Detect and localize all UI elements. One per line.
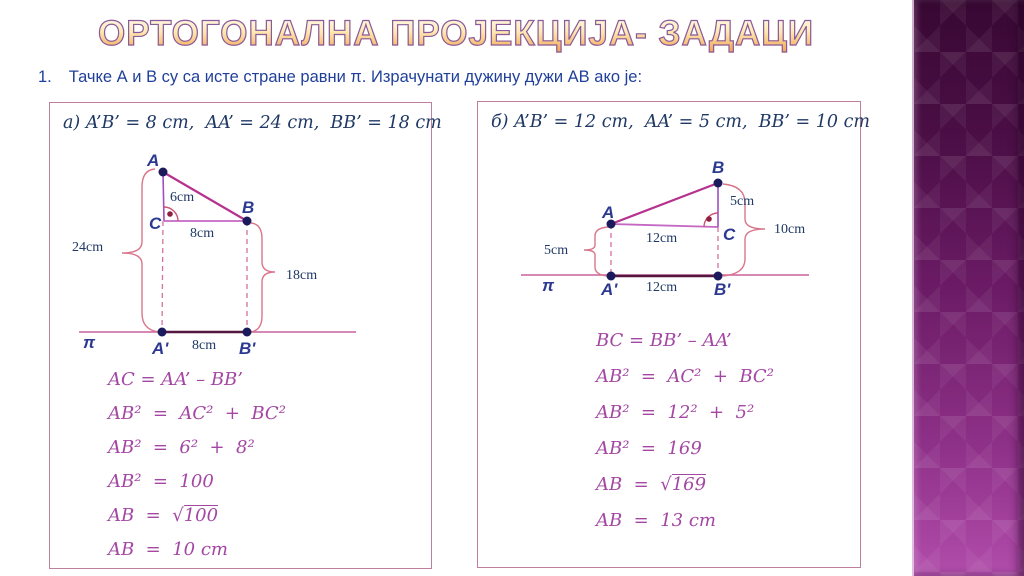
problem-text: Тачке А и В су са исте стране равни π. Израчунати дужину дужи АВ ако је:: [68, 68, 643, 86]
equation: AB² = AC² + BC²: [596, 366, 774, 387]
label-pi: π: [542, 276, 555, 295]
label-b: B: [242, 198, 255, 217]
point-b: [714, 179, 723, 188]
equation: AB² = 12² + 5²: [596, 402, 755, 423]
panel-a: [49, 102, 442, 569]
point-bprime: [243, 328, 252, 337]
diagram-a: [50, 141, 433, 365]
point-aprime: [158, 328, 167, 337]
right-angle-dot-icon: [706, 216, 712, 222]
dim-aa: 24cm: [72, 240, 104, 255]
page-title: ОРТОГОНАЛНА ПРОЈЕКЦИЈА- ЗАДАЦИ: [0, 12, 912, 56]
equation: AC = AA’ – BB’: [108, 369, 243, 390]
diagram-b: [478, 151, 862, 326]
label-c: C: [723, 225, 736, 244]
dim-aa: 5cm: [544, 243, 569, 258]
equations-a: [108, 369, 286, 561]
dim-ac: 6cm: [170, 190, 195, 205]
right-angle-dot-icon: [167, 211, 173, 217]
segment-ac: [163, 172, 164, 221]
dashed-c-aprime: [162, 221, 163, 332]
dim-ab-proj: 12cm: [646, 280, 678, 295]
equation-sqrt: AB = √169: [596, 474, 707, 495]
point-b: [243, 217, 252, 226]
problem-statement: [38, 67, 642, 88]
point-a: [159, 168, 168, 177]
dim-cb: 8cm: [190, 226, 215, 241]
label-a: A: [147, 151, 160, 170]
equation: AB² = AC² + BC²: [108, 403, 286, 424]
label-pi: π: [83, 333, 96, 352]
equation: BC = BB’ – AA’: [596, 330, 732, 351]
dim-bb: 10cm: [774, 222, 806, 237]
brace-bb-icon: [251, 223, 275, 332]
label-bprime: B': [714, 280, 731, 299]
equation-sqrt: AB = √100: [108, 505, 219, 526]
label-aprime: A': [152, 339, 169, 358]
radical-icon: √: [660, 474, 672, 495]
decorative-sidebar: [912, 0, 1024, 576]
label-a: A: [602, 203, 615, 222]
panel-a-header: а) A’B’ = 8 cm, AA’ = 24 cm, BB’ = 18 cm: [63, 113, 442, 133]
dim-bb: 18cm: [286, 268, 318, 283]
equation-result: AB = 13 cm: [596, 510, 716, 531]
problem-number: 1.: [38, 68, 52, 86]
panel-b-header: б) A’B’ = 12 cm, AA’ = 5 cm, BB’ = 10 cm: [491, 112, 870, 132]
label-b: B: [712, 158, 725, 177]
label-c: C: [149, 214, 162, 233]
brace-aa-icon: [122, 169, 159, 332]
label-bprime: B': [239, 339, 256, 358]
label-aprime: A': [601, 280, 618, 299]
equation: AB² = 169: [596, 438, 702, 459]
equation: AB² = 100: [108, 471, 214, 492]
segment-ac: [611, 224, 718, 227]
dim-ac: 12cm: [646, 231, 678, 246]
brace-aa-icon: [584, 227, 608, 276]
equations-b: [596, 330, 774, 532]
equation-result: AB = 10 cm: [108, 539, 228, 560]
segment-ab: [611, 183, 718, 224]
equation: AB² = 6² + 8²: [108, 437, 255, 458]
panel-b: [477, 101, 870, 568]
dim-bc: 5cm: [730, 194, 755, 209]
radical-icon: √: [172, 505, 184, 526]
dim-ab-proj: 8cm: [192, 338, 217, 353]
